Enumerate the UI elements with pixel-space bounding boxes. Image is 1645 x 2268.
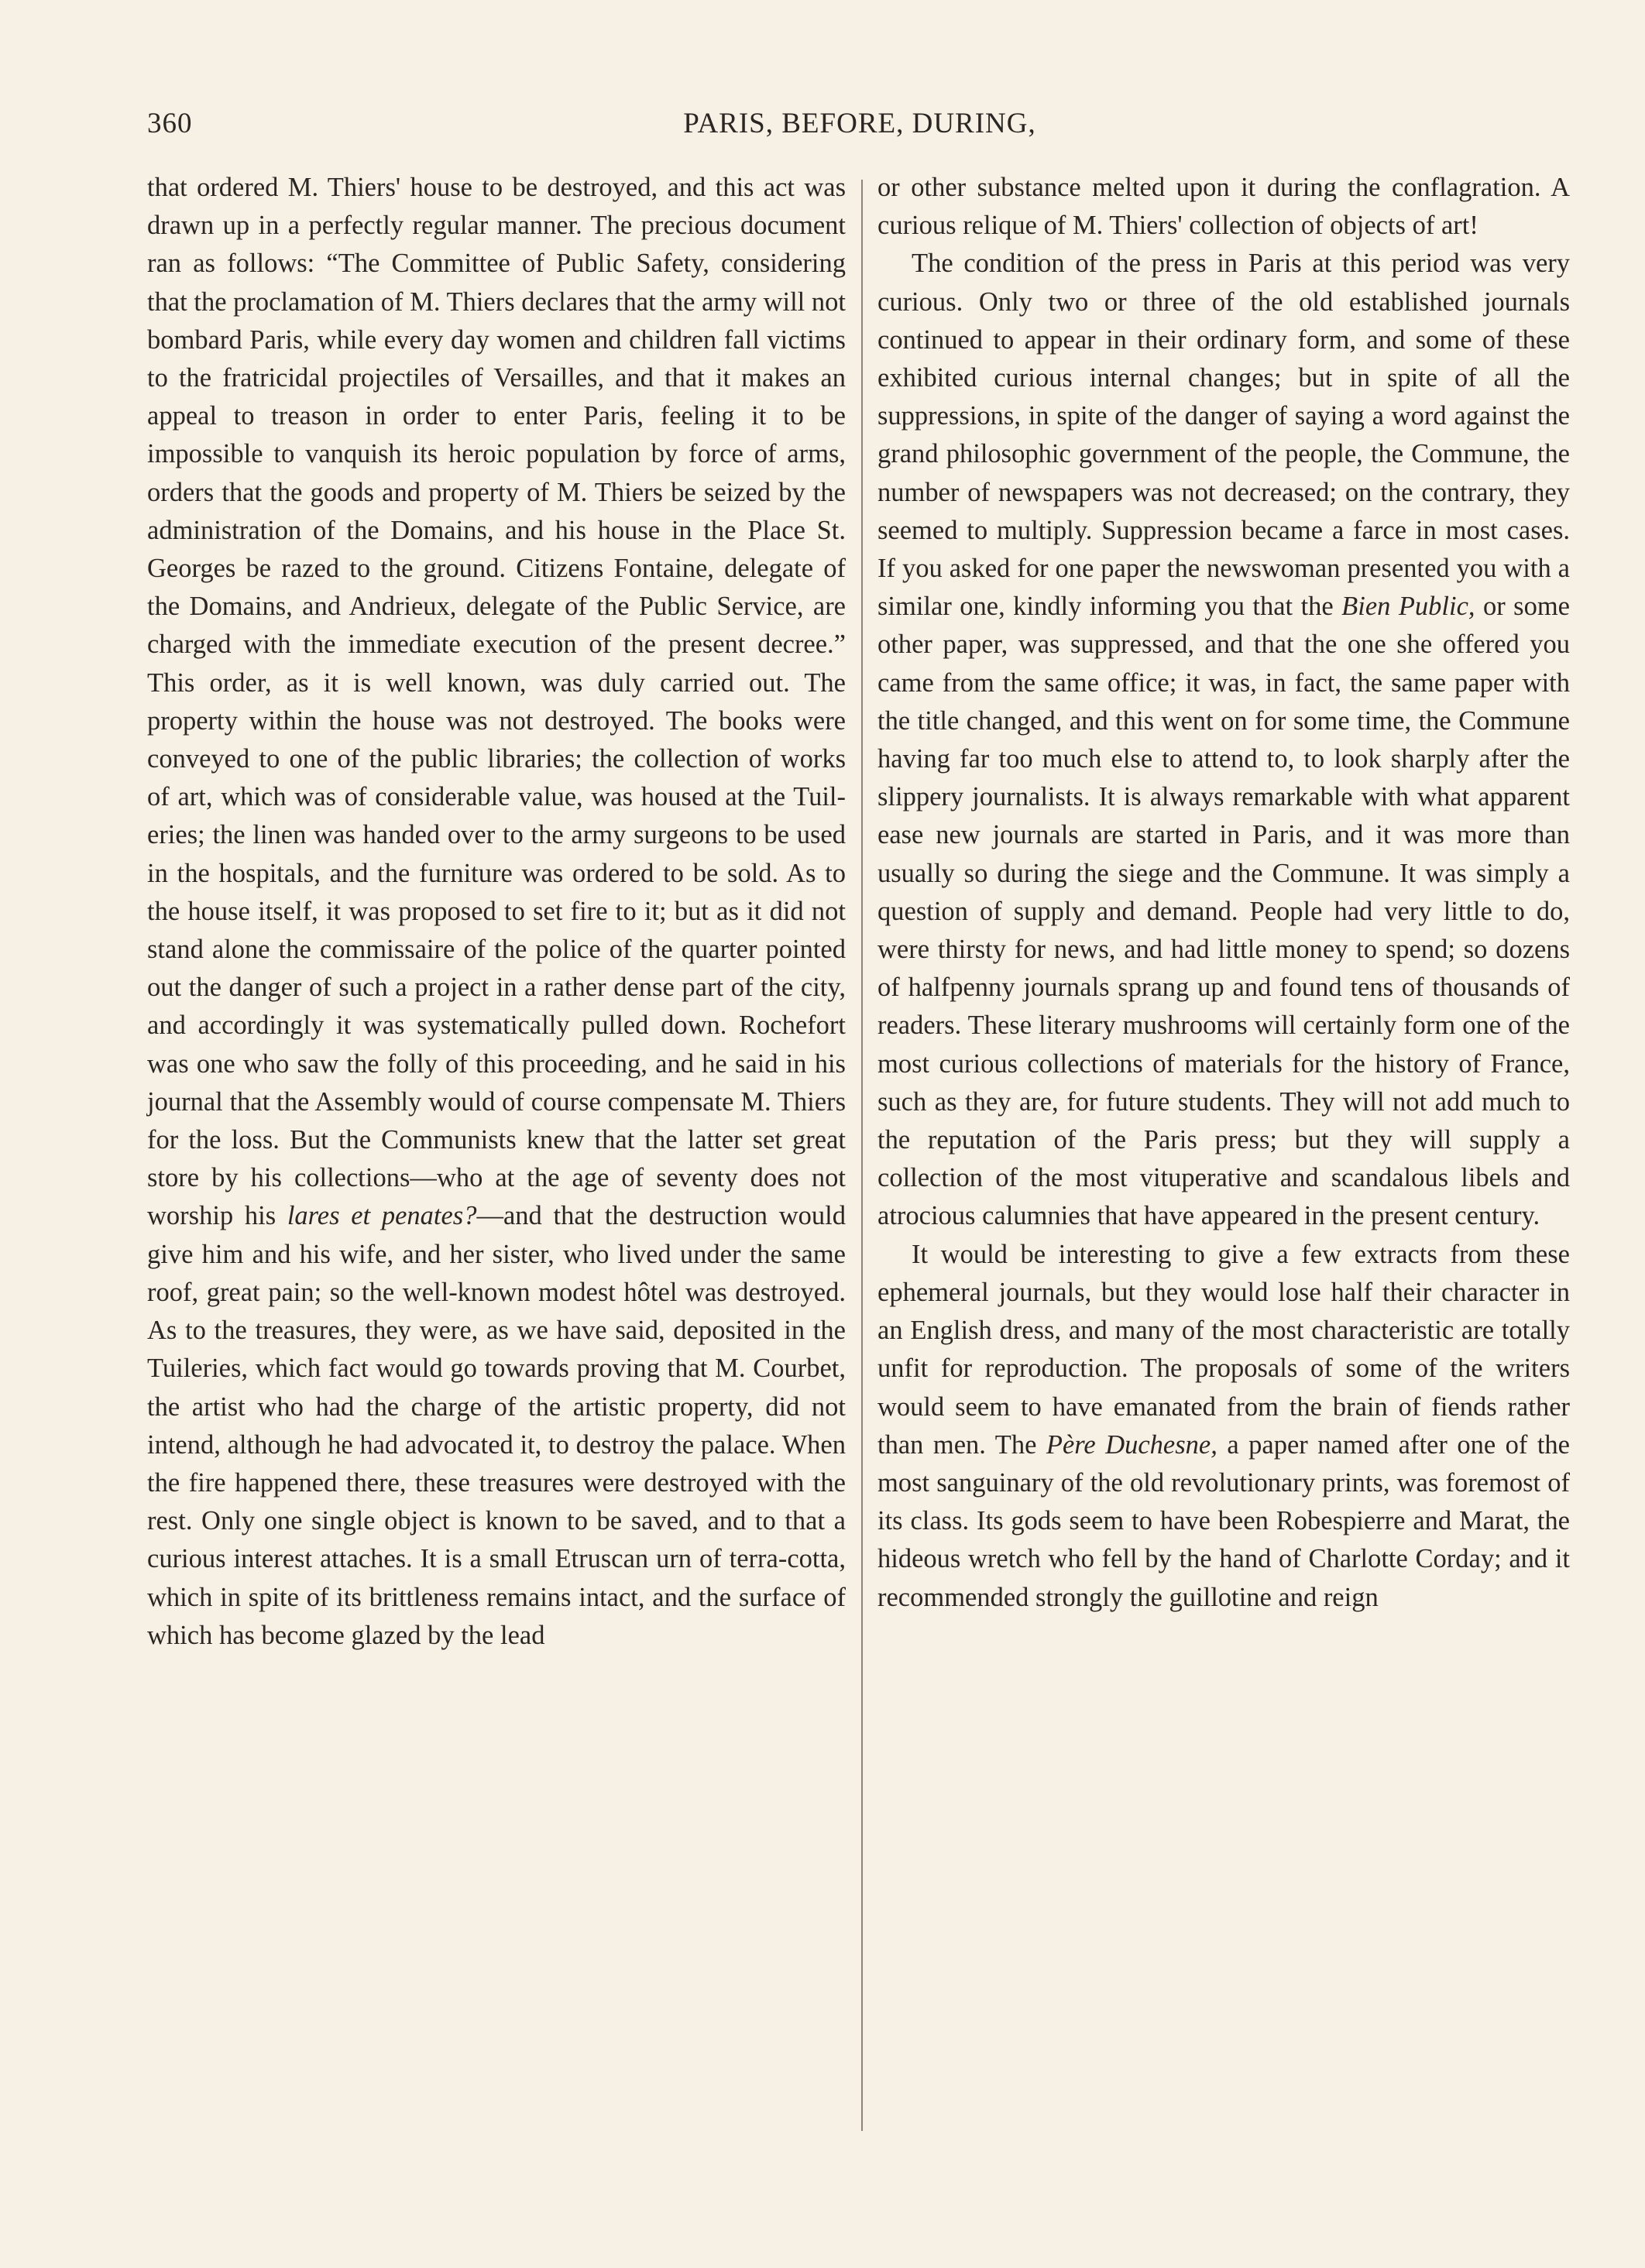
text-run: or some other paper, was suppressed, and that the one she offered you came from the same office; it was, in fact, the same paper with the title changed, and this went on for some time, the Commune having far too much else to attend to, to look sharply after the slippery journalists. It is always remarkable with what apparent ease new journals are started in Paris, and it was more than usually so during the siege and the Commune. It was simply a question of supply and demand. People had very little to do, were thirsty for news, and had little money to spend; so dozens of halfpenny journals sprang up and found tens of thousands of readers. These literary mushrooms will certainly form one of the most curious collections of materials for the history of France, such as they are, for future students. They will not add much to the reputation of the Paris press; but they will supply a collection of the most vituperative and scandalous libels and atrocious calumnies that have appeared in the present century. <box>877 592 1570 1231</box>
paragraph <box>877 1236 1570 1617</box>
text-run: that ordered M. Thiers' house to be destroyed, and this act was drawn up in a perfectly regular manner. The precious document ran as follows: “The Committee of Public Safety, considering that the proclamation of M. Thiers declares that the army will not bombard Paris, while every day women and children fall victims to the fratricidal projectiles of Versailles, and that it makes an appeal to treason in order to enter Paris, feeling it to be impossible to vanquish its heroic population by force of arms, orders that the goods and property of M. Thiers be seized by the administration of the Domains, and his house in the Place St. Georges be razed to the ground. Citizens Fontaine, delegate of the Domains, and Andrieux, delegate of the Public Service, are charged with the immediate execution of the present decree.” This order, as it is well known, was duly carried out. The property within the house was not destroyed. The books were conveyed to one of the public libraries; the collection of works of art, which was of considerable value, was housed at the Tuileries; the linen was handed over to the army surgeons to be used in the hospitals, and the furniture was ordered to be sold. As to the house itself, it was proposed to set fire to it; but as it did not stand alone the commissaire of the police of the quarter pointed out the danger of such a project in a rather dense part of the city, and accordingly it was systematically pulled down. Rochefort was one who saw the folly of this proceeding, and he said in his journal that the Assembly would of course compensate M. Thiers for the loss. But the Communists knew that the latter set great store by his collections—who at the age of seventy does not worship his <box>147 173 846 1231</box>
italic-text: Père Duchesne, <box>1046 1429 1217 1460</box>
right-column <box>877 169 1570 1617</box>
page-header <box>147 107 1572 153</box>
text-run: It would be interesting to give a few extracts from these ephemeral journals, but they would lose half their character in an English dress, and many of the most characteristic are totally unfit for reproduction. The proposals of some of the writers would seem to have emanated from the brain of fiends rather than men. The <box>877 1239 1570 1460</box>
page-number: 360 <box>147 108 193 139</box>
italic-text: lares et penates? <box>287 1201 477 1231</box>
text-run: a paper named after one of the most sanguinary of the old revolutionary prints, was foremost of its class. Its gods seem to have been Robespierre and Marat, the hideous wretch who fell by the hand of Charlotte Corday; and it recommended strongly the guillotine and reign <box>877 1429 1570 1612</box>
paragraph <box>147 169 846 1655</box>
paragraph: or other substance melted upon it during the conflagration. A curious relique of M. Thiers' collection of objects of art! <box>877 173 1570 241</box>
paragraph <box>877 245 1570 1235</box>
column-rule <box>861 180 863 2131</box>
text-run: The condition of the press in Paris at this period was very curious. Only two or three of the old established journals continued to appear in their ordinary form, and some of these exhibited curious internal changes; but in spite of all the suppressions, in spite of the danger of saying a word against the grand philosophic government of the people, the Commune, the number of newspapers was not decreased; on the contrary, they seemed to multiply. Suppression became a farce in most cases. If you asked for one paper the newswoman presented you with a similar one, kindly informing you that the <box>877 249 1570 622</box>
italic-text: Bien Public, <box>1341 592 1475 622</box>
left-column <box>147 169 846 1655</box>
running-head: PARIS, BEFORE, DURING, <box>683 108 1036 139</box>
text-run: —and that the destruction would give him and his wife, and her sister, who lived under the same roof, great pain; so the well-known modest hôtel was destroyed. As to the treasures, they were, as we have said, deposited in the Tuileries, which fact would go towards proving that M. Courbet, the artist who had the charge of the artistic property, did not intend, although he had advocated it, to destroy the palace. When the fire happened there, these treasures were destroyed with the rest. Only one single object is known to be saved, and to that a curious interest attaches. It is a small Etruscan urn of terra-cotta, which in spite of its brittleness remains intact, and the surface of which has become glazed by the lead <box>147 1201 846 1650</box>
